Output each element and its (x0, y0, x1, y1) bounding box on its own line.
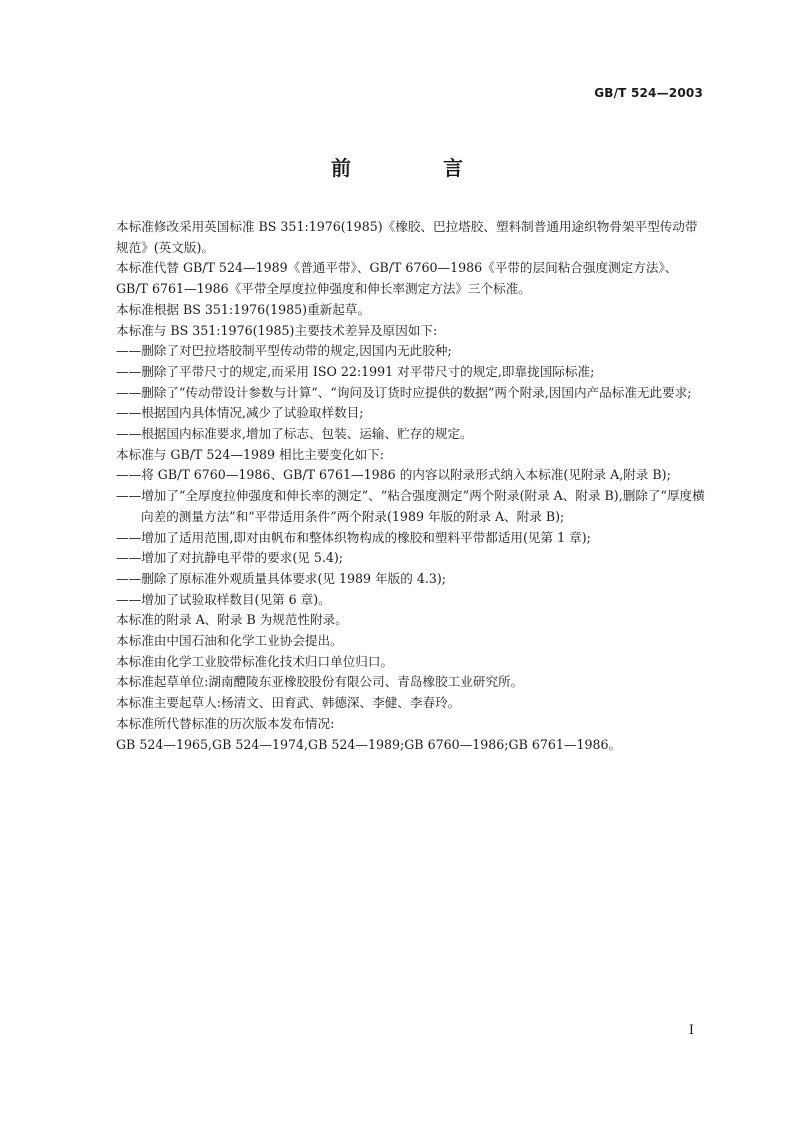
standard-code: GB/T 524—2003 (594, 86, 703, 100)
dash-item: ——增加了对抗静电平带的要求(见 5.4); (116, 550, 344, 566)
paragraph: 本标准起草单位:湖南醴陵东亚橡胶股份有限公司、青岛橡胶工业研究所。 (116, 674, 524, 690)
paragraph: 本标准所代替标准的历次版本发布情况: (116, 715, 335, 731)
paragraph: 本标准由化学工业胶带标准化技术归口单位归口。 (116, 653, 394, 669)
dash-item: ——增加了试验取样数目(见第 6 章)。 (116, 591, 331, 607)
dash-item: ——将 GB/T 6760—1986、GB/T 6761—1986 的内容以附录形式纳入本标准(见附录 A,附录 B); (116, 467, 671, 483)
paragraph: GB 524—1965,GB 524—1974,GB 524—1989;GB 6760—1986;GB 6761—1986。 (116, 736, 622, 752)
dash-item: ——增加了“全厚度拉伸强度和伸长率的测定”、“粘合强度测定”两个附录(附录 A、附录 B),删除了“厚度横向差的测量方法”和“平带适用条件”两个附录(1989 年版的附录 A、附录 B); (116, 488, 705, 524)
dash-item: ——增加了适用范围,即对由帆布和整体织物构成的橡胶和塑料平带都适用(见第 1 章); (116, 529, 591, 545)
paragraph: 本标准的附录 A、附录 B 为规范性附录。 (116, 612, 348, 628)
paragraph: 本标准根据 BS 351:1976(1985)重新起草。 (116, 301, 371, 317)
dash-item: ——删除了原标准外观质量具体要求(见 1989 年版的 4.3); (116, 570, 447, 586)
paragraph: 本标准修改采用英国标准 BS 351:1976(1985)《橡胶、巴拉塔胶、塑料制普通用途织物骨架平型传动带规范》(英文版)。 (116, 219, 698, 255)
dash-item: ——删除了平带尺寸的规定,而采用 ISO 22:1991 对平带尺寸的规定,即靠拢国际标准; (116, 363, 595, 379)
paragraph: 本标准与 BS 351:1976(1985)主要技术差异及原因如下: (116, 322, 438, 338)
paragraph: 本标准与 GB/T 524—1989 相比主要变化如下: (116, 446, 385, 462)
paragraph: 本标准主要起草人:杨清文、田育武、韩德深、李健、李春玲。 (116, 695, 461, 711)
page-title: 前 言 (331, 156, 499, 180)
paragraph: 本标准由中国石油和化学工业协会提出。 (116, 633, 343, 649)
dash-item: ——根据国内具体情况,减少了试验取样数目; (116, 405, 364, 421)
dash-item: ——根据国内标准要求,增加了标志、包装、运输、贮存的规定。 (116, 426, 473, 442)
dash-item: ——删除了对巴拉塔胶制平型传动带的规定,因国内无此胶种; (116, 343, 452, 359)
page-number: I (688, 1023, 694, 1038)
paragraph: 本标准代替 GB/T 524—1989《普通平带》、GB/T 6760—1986《平带的层间粘合强度测定方法》、GB/T 6761—1986《平带全厚度拉伸强度和伸长率测定方法》三个标准。 (116, 260, 678, 297)
dash-item: ——删除了“传动带设计参数与计算”、“询问及订货时应提供的数据”两个附录,因国内产品标准无此要求; (116, 384, 692, 400)
foreword-body (116, 217, 705, 755)
